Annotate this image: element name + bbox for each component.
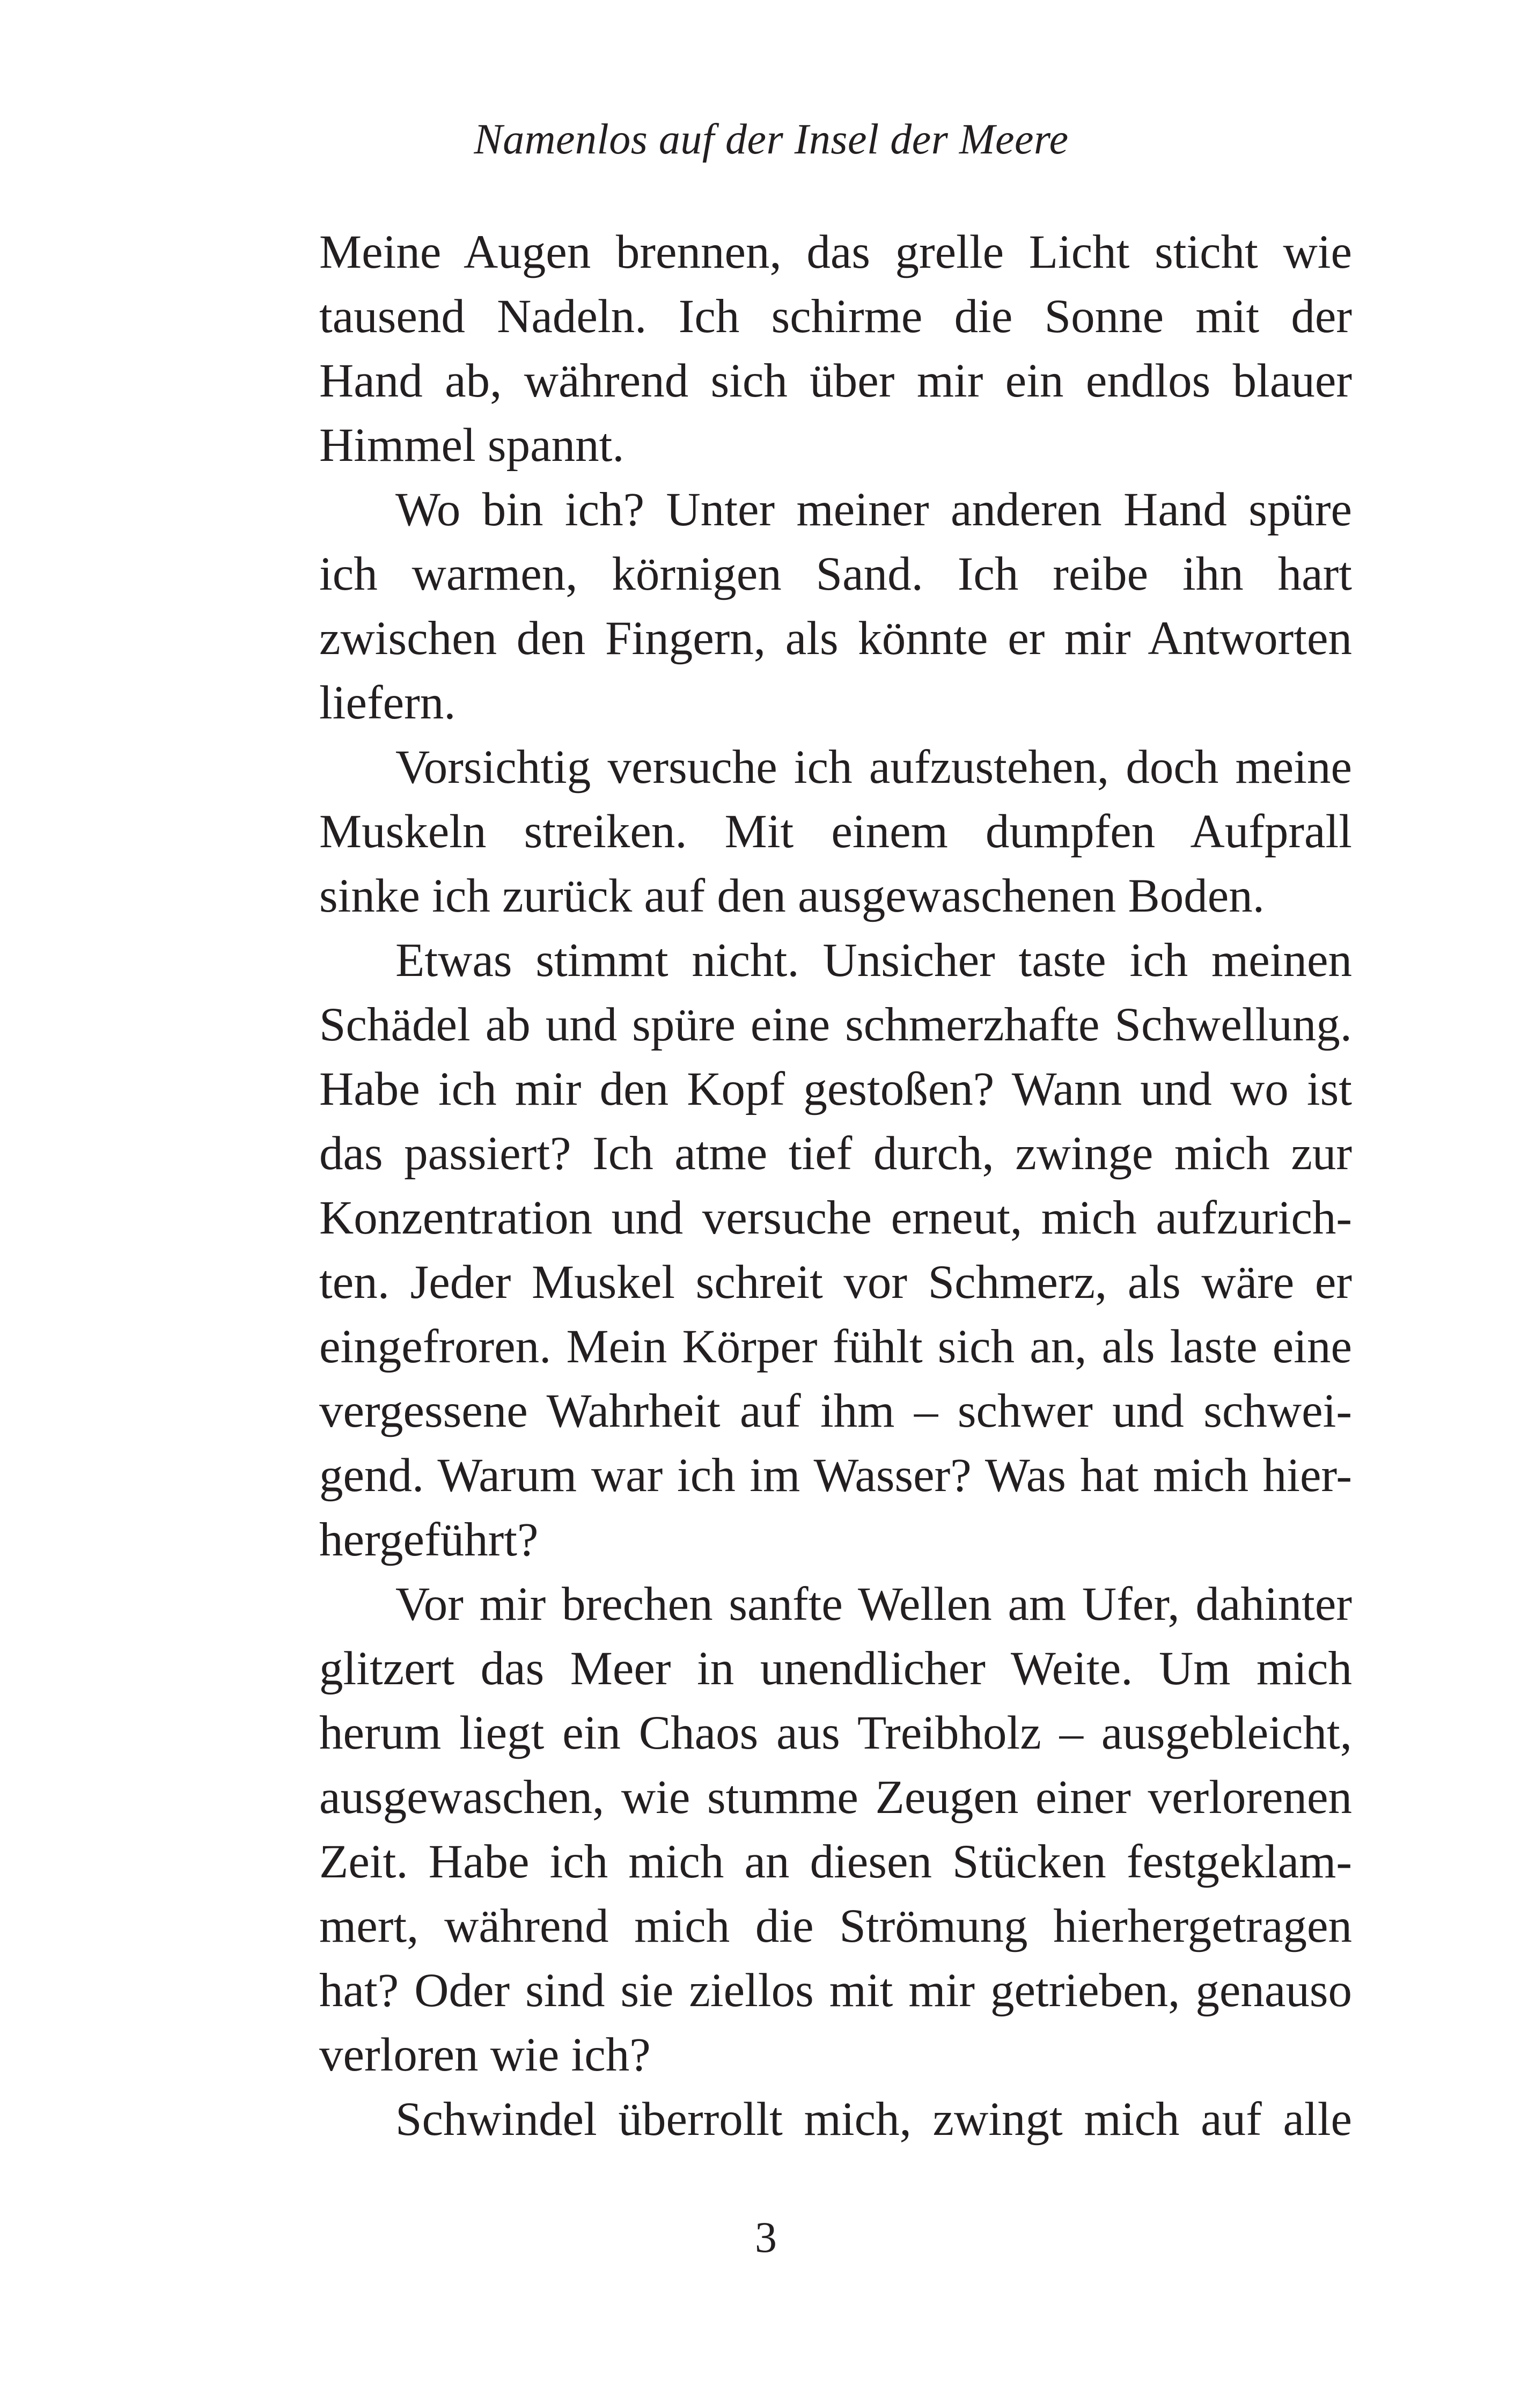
text-line: vergessene Wahrheit auf ihm – schwer und schwei-	[319, 1385, 1352, 1437]
text-line: das passiert? Ich atme tief durch, zwinge mich zur	[319, 1127, 1352, 1180]
text-line: Schwindel überrollt mich, zwingt mich auf alle	[395, 2093, 1352, 2146]
text-line: ich warmen, körnigen Sand. Ich reibe ihn hart	[319, 548, 1352, 600]
text-line: Muskeln streiken. Mit einem dumpfen Aufprall	[319, 805, 1352, 858]
text-line: Hand ab, während sich über mir ein endlos blauer	[319, 355, 1352, 407]
text-line: liefern.	[319, 677, 456, 729]
text-line: verloren wie ich?	[319, 2029, 651, 2081]
text-line: zwischen den Fingern, als könnte er mir Antworten	[319, 612, 1352, 665]
running-head: Namenlos auf der Insel der Meere	[474, 116, 1069, 163]
paragraph	[319, 2087, 1352, 2152]
text-line: tausend Nadeln. Ich schirme die Sonne mit der	[319, 290, 1352, 343]
text-line: herum liegt ein Chaos aus Treibholz – ausgebleicht,	[319, 1707, 1352, 1759]
text-line: Konzentration und versuche erneut, mich aufzurich-	[319, 1192, 1352, 1244]
text-line: ten. Jeder Muskel schreit vor Schmerz, als wäre er	[319, 1256, 1352, 1309]
text-line: Vor mir brechen sanfte Wellen am Ufer, dahinter	[395, 1578, 1352, 1631]
text-line: Himmel spannt.	[319, 419, 624, 472]
text-line: sinke ich zurück auf den ausgewaschenen Boden.	[319, 870, 1265, 922]
text-line: Habe ich mir den Kopf gestoßen? Wann und wo ist	[319, 1063, 1352, 1115]
paragraph	[319, 735, 1352, 928]
paragraph	[319, 220, 1352, 478]
text-line: gend. Warum war ich im Wasser? Was hat mich hier-	[319, 1449, 1352, 1502]
paragraph	[319, 1572, 1352, 2087]
text-line: Wo bin ich? Unter meiner anderen Hand spüre	[395, 483, 1352, 536]
text-line: glitzert das Meer in unendlicher Weite. Um mich	[319, 1642, 1352, 1695]
text-line: Meine Augen brennen, das grelle Licht sticht wie	[319, 226, 1352, 278]
page-number: 3	[755, 2213, 777, 2262]
text-line: eingefroren. Mein Körper fühlt sich an, als laste eine	[319, 1320, 1352, 1373]
text-line: Etwas stimmt nicht. Unsicher taste ich meinen	[395, 934, 1352, 987]
text-line: mert, während mich die Strömung hierhergetragen	[319, 1900, 1352, 1952]
text-line: Vorsichtig versuche ich aufzustehen, doch meine	[395, 741, 1352, 794]
paragraph	[319, 928, 1352, 1572]
body-text	[319, 220, 1352, 2152]
paragraph	[319, 478, 1352, 735]
text-line: ausgewaschen, wie stumme Zeugen einer verlorenen	[319, 1771, 1352, 1824]
text-line: Zeit. Habe ich mich an diesen Stücken festgeklam-	[319, 1836, 1352, 1888]
text-line: hergeführt?	[319, 1514, 539, 1566]
text-line: Schädel ab und spüre eine schmerzhafte Schwellung.	[319, 999, 1352, 1051]
text-line: hat? Oder sind sie ziellos mit mir getrieben, genauso	[319, 1964, 1352, 2017]
